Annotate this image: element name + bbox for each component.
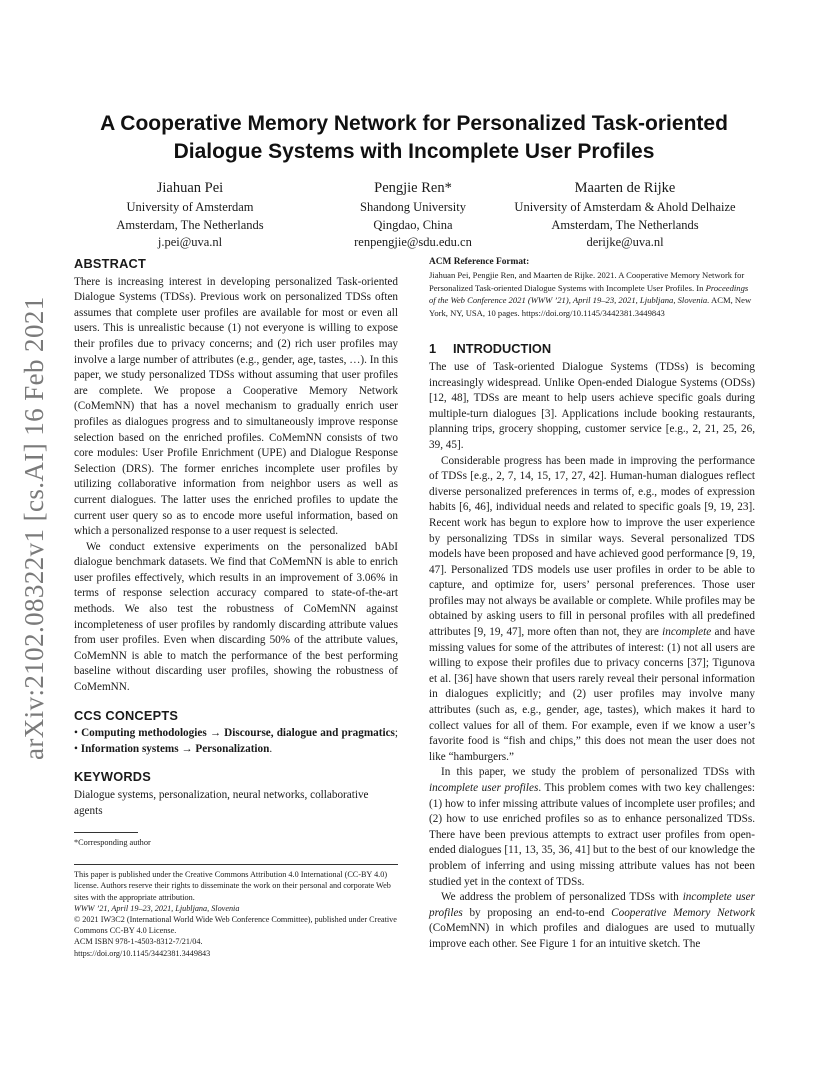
intro-paragraph: We address the problem of personalized TDSs with incomplete user profiles by proposing an end-to-end Cooperative Memory Network (CoMemNN) in which profiles and dialogues are used to mutually improve each other. See Figure 1 for an intuitive sketch. The xyxy=(429,891,755,950)
acm-reference-authors: Jiahuan Pei, Pengjie Ren, and Maarten de Rijke. 2021. A Cooperative Memory Network for Personalized Task-oriented Dialogue Systems with Incomplete User Profiles. In xyxy=(429,270,745,293)
author-location: Qingdao, China xyxy=(373,217,453,232)
license-venue: WWW ’21, April 19–23, 2021, Ljubljana, Slovenia xyxy=(74,903,240,913)
license-block xyxy=(74,869,398,959)
author-block xyxy=(323,177,503,252)
author-email: j.pei@uva.nl xyxy=(157,235,223,249)
license-doi[interactable]: https://doi.org/10.1145/3442381.3449843 xyxy=(74,948,211,958)
intro-paragraph: In this paper, we study the problem of personalized TDSs with incomplete user profiles. This problem comes with two key challenges: (1) how to infer missing attribute values of incomplete user profiles; and (2) how to use enriched profiles so as to enhance personalized TDSs. There have been previous attempts to extract user profiles from open-ended dialogues [11, 13, 35, 36, 41] but to the best of our knowledge the problem of inferring and using missing attribute values has not been studied yet in the context of TDSs. xyxy=(429,766,756,888)
author-affiliation: Shandong University xyxy=(360,200,466,214)
corresponding-author-footnote: *Corresponding author xyxy=(74,838,151,848)
abstract-heading: ABSTRACT xyxy=(74,256,146,271)
license-text: This paper is published under the Creative Commons Attribution 4.0 International (CC-BY 4.0) license. Authors reserve their rights to disseminate the work on their personal and corporate Web sites with the appropriate attribution. xyxy=(74,870,391,902)
intro-paragraph: The use of Task-oriented Dialogue Systems (TDSs) is becoming increasingly widespread. Unlike Open-ended Dialogue Systems (ODSs) [12, 48], TDSs are meant to help users achieve specific goals during multiple-turn dialogues [3]. Applications include booking restaurants, planning trips, grocery shopping, customer service [e.g., 2, 21, 25, 26, 39, 45]. xyxy=(429,360,755,451)
intro-paragraph: Considerable progress has been made in improving the performance of TDSs [e.g., 2, 7, 14, 15, 17, 27, 42]. Human-human dialogues reflect diverse personalized preferences in terms of, e.g., modes of expression habits [6, 46], individual needs and related to specific goals [9, 19, 23]. Recent work has begun to explore how to improve the user experience by personalizing TDSs in similar ways. Several personalized TDS models have been proposed and have achieved good performance [9, 19, 47]. Personalized TDS models use user profiles in order to be able to capture, and optimize for, users’ personal preferences. Those user profiles may not always be available or complete. While profiles may be obtained by asking users to fill in personal profiles with all predefined attributes [9, 19, 47], more often than not, they are incomplete and have missing values for some of the attributes of interest: (1) not all users are willing to expose their profiles due to privacy concerns [37]; Tigunova et al. [36] have shown that users rarely reveal their personal information in dialogues explicitly; and (2) user profiles may involve many attributes (such as, e.g., gender, age, tastes), which makes it hard to collect values for all of them. For example, even if we know a user’s favorite food is “fish and chips,” this does not mean the user does not like “hamburgers.” xyxy=(429,454,755,763)
section-title: INTRODUCTION xyxy=(453,341,552,357)
author-location: Amsterdam, The Netherlands xyxy=(551,217,699,232)
acm-reference-rest: ACM, New York, NY, USA, 10 pages. https://doi.org/10.1145/3442381.3449843 xyxy=(429,295,752,318)
arxiv-identifier-stamp: arXiv:2102.08322v1 [cs.AI] 16 Feb 2021 xyxy=(19,296,49,760)
abstract-paragraph: We conduct extensive experiments on the personalized bAbI dialogue benchmark datasets. We find that CoMemNN is able to enrich user profiles effectively, which results in an improvement of 3.06% in terms of response selection accuracy compared to state-of-the-art methods. We also test the robustness of CoMemNN against incompleteness of user profiles by randomly discarding attribute values from user profiles. Even when discarding 50% of the attribute values, CoMemNN is able to match the performance of the best performing baseline without discarding user profiles, showing the robustness of CoMemNN. xyxy=(74,540,398,694)
introduction-heading xyxy=(429,341,755,357)
ccs-heading: CCS CONCEPTS xyxy=(74,707,179,723)
keywords-heading: KEYWORDS xyxy=(74,769,151,785)
acm-reference-label: ACM Reference Format: xyxy=(429,257,530,267)
left-column xyxy=(74,256,398,959)
author-email: renpengjie@sdu.edu.cn xyxy=(354,235,472,249)
author-block xyxy=(505,177,745,252)
license-isbn: ACM ISBN 978-1-4503-8312-7/21/04. xyxy=(74,937,203,947)
author-name: Maarten de Rijke xyxy=(574,180,676,196)
abstract-paragraph: There is increasing interest in developing personalized Task-oriented Dialogue Systems (TDSs). Previous work on personalized TDSs often assumes that complete user profiles are available for most or even all users. This is unrealistic because (1) not everyone is willing to expose their profiles due to privacy concerns; and (2) rich user profiles may involve a large number of attributes (e.g., gender, age, tastes, …). In this paper, we study personalized TDSs without assuming that user profiles are complete. We propose a Cooperative Memory Network (CoMemNN) that has a novel mechanism to gradually enrich user profiles as dialogues progress and to simultaneously improve response selection based on the enriched profiles. CoMemNN consists of two core modules: User Profile Enrichment (UPE) and Dialogue Response Selection (DRS). The former enriches incomplete user profiles by utilizing collaborative information from neighbor users as well as current dialogues. The latter uses the enriched profiles to update the current user query so as to encode more useful information, based on which a personalized response to a user request is selected. xyxy=(74,275,398,538)
paper-title: A Cooperative Memory Network for Personalized Task-oriented Dialogue Systems with Incomplete User Profiles xyxy=(100,112,728,163)
footnote-divider xyxy=(74,832,138,833)
ccs-item: Information systems → Personalization xyxy=(80,742,270,755)
ccs-concepts xyxy=(74,726,398,757)
author-block xyxy=(90,177,290,252)
author-location: Amsterdam, The Netherlands xyxy=(116,217,264,232)
author-name: Jiahuan Pei xyxy=(156,180,224,196)
ccs-end: . xyxy=(269,742,273,755)
author-email: derijke@uva.nl xyxy=(586,235,664,249)
acm-reference-proceedings: Proceedings of the Web Conference 2021 (WWW ’21), April 19–23, 2021, Ljubljana, Slovenia. xyxy=(429,282,749,306)
ccs-bullet: • xyxy=(74,742,78,755)
section-number: 1 xyxy=(429,341,437,357)
license-copyright: © 2021 IW3C2 (International World Wide Web Conference Committee), published under Creative Commons CC-BY 4.0 License. xyxy=(74,915,397,936)
acm-reference xyxy=(429,269,755,319)
author-affiliation: University of Amsterdam & Ahold Delhaize xyxy=(514,200,736,214)
license-divider xyxy=(74,864,398,865)
ccs-separator: ; xyxy=(394,727,398,740)
author-affiliation: University of Amsterdam xyxy=(126,200,254,214)
ccs-item: Computing methodologies → Discourse, dialogue and pragmatics xyxy=(81,727,395,740)
right-column xyxy=(429,256,755,953)
keywords-text: Dialogue systems, personalization, neural networks, collaborative agents xyxy=(74,789,369,817)
author-name: Pengjie Ren* xyxy=(374,180,452,196)
ccs-bullet: • xyxy=(74,727,78,740)
